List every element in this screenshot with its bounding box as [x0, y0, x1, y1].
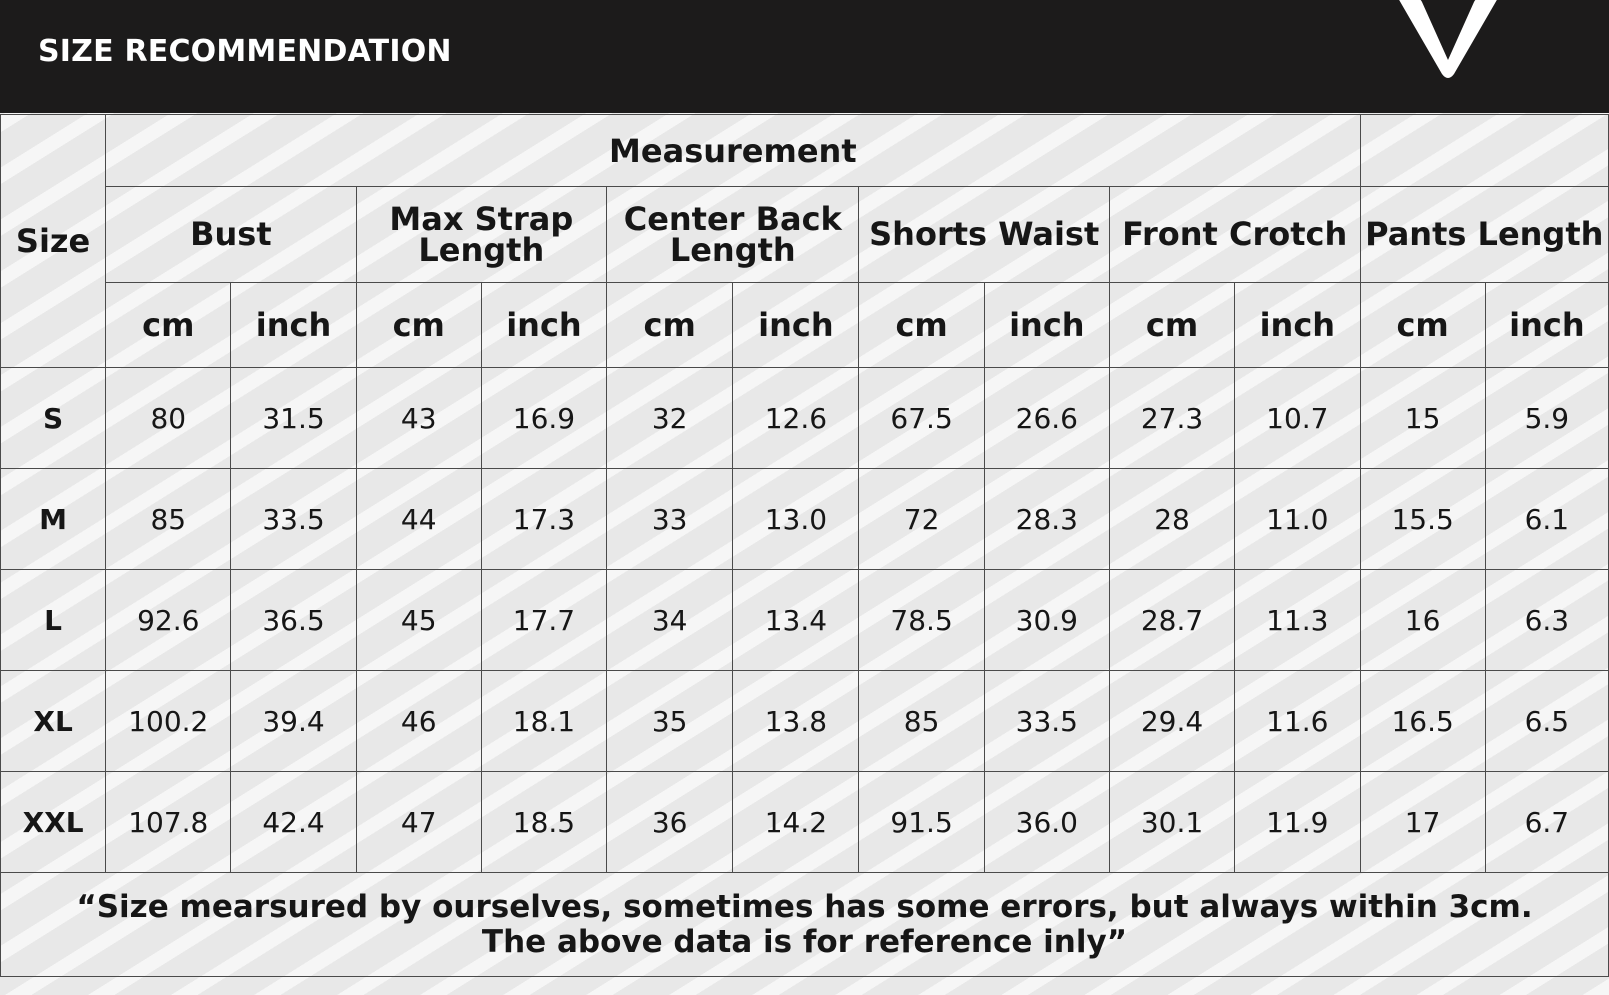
- value-cell: 17: [1360, 772, 1485, 873]
- size-cell: L: [1, 570, 106, 671]
- value-cell: 43: [356, 368, 481, 469]
- value-cell: 34: [607, 570, 733, 671]
- group-header-row: [1, 187, 1609, 283]
- unit-header: cm: [106, 283, 231, 368]
- value-cell: 26.6: [984, 368, 1109, 469]
- page-title: SIZE RECOMMENDATION: [38, 34, 452, 69]
- value-cell: 18.1: [481, 671, 606, 772]
- value-cell: 92.6: [106, 570, 231, 671]
- unit-header: cm: [356, 283, 481, 368]
- value-cell: 91.5: [859, 772, 984, 873]
- value-cell: 67.5: [859, 368, 984, 469]
- value-cell: 12.6: [733, 368, 859, 469]
- group-header: [1109, 187, 1360, 283]
- value-cell: 11.0: [1235, 469, 1360, 570]
- value-cell: 36.0: [984, 772, 1109, 873]
- value-cell: 35: [607, 671, 733, 772]
- value-cell: 85: [106, 469, 231, 570]
- unit-header-row: [1, 283, 1609, 368]
- value-cell: 6.1: [1485, 469, 1608, 570]
- value-cell: 11.9: [1235, 772, 1360, 873]
- group-header-line: Center Back: [623, 199, 842, 238]
- size-cell: S: [1, 368, 106, 469]
- value-cell: 18.5: [481, 772, 606, 873]
- value-cell: 14.2: [733, 772, 859, 873]
- value-cell: 30.1: [1109, 772, 1234, 873]
- group-header-line: Shorts Waist: [869, 215, 1100, 253]
- note-row: [1, 873, 1609, 977]
- disclaimer-note: [1, 873, 1609, 977]
- value-cell: 16.5: [1360, 671, 1485, 772]
- value-cell: 45: [356, 570, 481, 671]
- group-header: [859, 187, 1109, 283]
- unit-header: cm: [859, 283, 984, 368]
- chevron-down-icon: [1398, 0, 1498, 80]
- value-cell: 5.9: [1485, 368, 1608, 469]
- unit-header: cm: [607, 283, 733, 368]
- value-cell: 44: [356, 469, 481, 570]
- value-cell: 47: [356, 772, 481, 873]
- size-table: [0, 114, 1609, 977]
- group-header: [1360, 187, 1609, 283]
- value-cell: 27.3: [1109, 368, 1234, 469]
- table-row: [1, 570, 1609, 671]
- value-cell: 15: [1360, 368, 1485, 469]
- value-cell: 31.5: [231, 368, 356, 469]
- unit-header: inch: [1235, 283, 1360, 368]
- value-cell: 46: [356, 671, 481, 772]
- size-cell: XXL: [1, 772, 106, 873]
- value-cell: 13.8: [733, 671, 859, 772]
- value-cell: 13.4: [733, 570, 859, 671]
- value-cell: 16: [1360, 570, 1485, 671]
- measurement-header-row: [1, 115, 1609, 187]
- unit-header: cm: [1360, 283, 1485, 368]
- value-cell: 6.5: [1485, 671, 1608, 772]
- value-cell: 39.4: [231, 671, 356, 772]
- value-cell: 107.8: [106, 772, 231, 873]
- value-cell: 28.7: [1109, 570, 1234, 671]
- table-row: [1, 772, 1609, 873]
- unit-header: inch: [231, 283, 356, 368]
- value-cell: 17.7: [481, 570, 606, 671]
- measurement-header-blank: [1360, 115, 1609, 187]
- value-cell: 80: [106, 368, 231, 469]
- value-cell: 6.3: [1485, 570, 1608, 671]
- group-header-line: Max Strap: [389, 199, 574, 238]
- value-cell: 36: [607, 772, 733, 873]
- group-header: [356, 187, 606, 283]
- table-row: [1, 469, 1609, 570]
- group-header-line: Pants Length: [1365, 215, 1604, 253]
- group-header: [607, 187, 859, 283]
- value-cell: 6.7: [1485, 772, 1608, 873]
- value-cell: 72: [859, 469, 984, 570]
- value-cell: 30.9: [984, 570, 1109, 671]
- unit-header: inch: [984, 283, 1109, 368]
- value-cell: 36.5: [231, 570, 356, 671]
- group-header-line: Front Crotch: [1122, 215, 1348, 253]
- value-cell: 33.5: [984, 671, 1109, 772]
- group-header: [106, 187, 356, 283]
- disclaimer-line: The above data is for reference inly”: [481, 923, 1128, 960]
- value-cell: 28.3: [984, 469, 1109, 570]
- size-cell: M: [1, 469, 106, 570]
- unit-header: inch: [733, 283, 859, 368]
- measurement-header: Measurement: [106, 115, 1360, 187]
- value-cell: 28: [1109, 469, 1234, 570]
- table-row: [1, 671, 1609, 772]
- disclaimer-line: “Size mearsured by ourselves, sometimes has some errors, but always within 3cm.: [76, 888, 1533, 925]
- value-cell: 15.5: [1360, 469, 1485, 570]
- value-cell: 32: [607, 368, 733, 469]
- value-cell: 11.6: [1235, 671, 1360, 772]
- unit-header: cm: [1109, 283, 1234, 368]
- value-cell: 85: [859, 671, 984, 772]
- value-cell: 13.0: [733, 469, 859, 570]
- group-header-line: Length: [669, 230, 796, 269]
- value-cell: 33: [607, 469, 733, 570]
- group-header-line: Length: [418, 230, 545, 269]
- value-cell: 33.5: [231, 469, 356, 570]
- header-bar: [0, 0, 1609, 113]
- value-cell: 17.3: [481, 469, 606, 570]
- size-column-header: Size: [1, 115, 106, 368]
- unit-header: inch: [1485, 283, 1608, 368]
- table-row: [1, 368, 1609, 469]
- group-header-line: Bust: [190, 215, 272, 253]
- value-cell: 100.2: [106, 671, 231, 772]
- value-cell: 16.9: [481, 368, 606, 469]
- unit-header: inch: [481, 283, 606, 368]
- value-cell: 11.3: [1235, 570, 1360, 671]
- value-cell: 29.4: [1109, 671, 1234, 772]
- value-cell: 42.4: [231, 772, 356, 873]
- value-cell: 78.5: [859, 570, 984, 671]
- value-cell: 10.7: [1235, 368, 1360, 469]
- size-cell: XL: [1, 671, 106, 772]
